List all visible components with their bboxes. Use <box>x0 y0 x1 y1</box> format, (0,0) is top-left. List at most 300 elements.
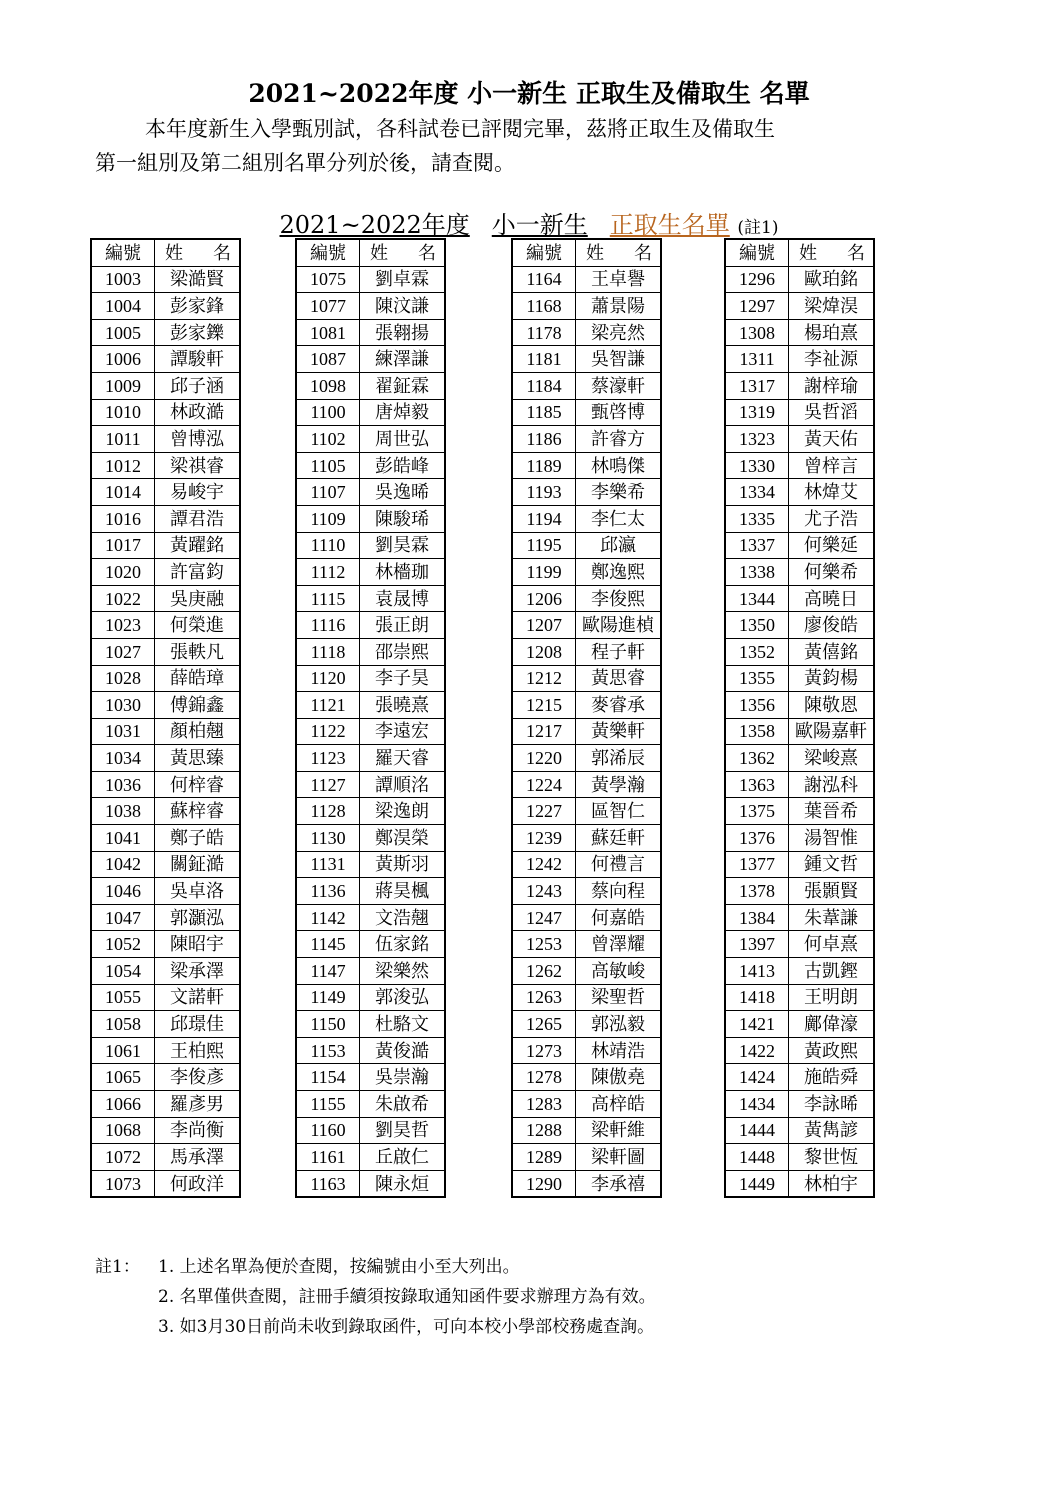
student-name: 關鉦澔 <box>155 851 241 878</box>
table-row <box>725 825 874 852</box>
roster-table-1 <box>90 238 241 1198</box>
table-row <box>512 479 661 506</box>
student-name: 許睿方 <box>576 426 662 453</box>
student-id: 1028 <box>91 665 155 692</box>
table-row <box>296 505 445 532</box>
student-name: 黃俊澔 <box>360 1037 446 1064</box>
footnotes <box>95 1252 656 1342</box>
table-row <box>725 319 874 346</box>
student-id: 1005 <box>91 319 155 346</box>
footnote-label: 註1： <box>95 1257 140 1277</box>
student-name: 程子軒 <box>576 638 662 665</box>
student-id: 1273 <box>512 1037 576 1064</box>
table-row <box>296 1144 445 1171</box>
student-id: 1038 <box>91 798 155 825</box>
table-row <box>91 1037 240 1064</box>
subtitle-list-name: 正取生名單 <box>609 211 730 239</box>
student-id: 1319 <box>725 399 789 426</box>
table-row <box>296 1011 445 1038</box>
student-name: 蔡濠軒 <box>576 372 662 399</box>
student-name: 歐陽進楨 <box>576 612 662 639</box>
student-name: 歐陽嘉軒 <box>789 718 875 745</box>
table-row <box>725 559 874 586</box>
student-name: 郭浚弘 <box>360 984 446 1011</box>
student-name: 文諾軒 <box>155 984 241 1011</box>
student-id: 1265 <box>512 1011 576 1038</box>
table-row <box>91 718 240 745</box>
student-id: 1422 <box>725 1037 789 1064</box>
table-row <box>91 479 240 506</box>
student-name: 李承禧 <box>576 1170 662 1197</box>
student-id: 1055 <box>91 984 155 1011</box>
table-row <box>725 718 874 745</box>
table-row <box>512 372 661 399</box>
student-id: 1161 <box>296 1144 360 1171</box>
student-name: 吳卓洛 <box>155 878 241 905</box>
table-row <box>91 452 240 479</box>
student-name: 林檣珈 <box>360 559 446 586</box>
student-name: 陳昭宇 <box>155 931 241 958</box>
student-id: 1206 <box>512 585 576 612</box>
student-name: 黃思睿 <box>576 665 662 692</box>
student-name: 邵崇熙 <box>360 638 446 665</box>
student-name: 甄啓博 <box>576 399 662 426</box>
student-id: 1004 <box>91 293 155 320</box>
table-row <box>91 904 240 931</box>
student-id: 1263 <box>512 984 576 1011</box>
table-row <box>512 585 661 612</box>
table-row <box>725 692 874 719</box>
table-row <box>512 505 661 532</box>
student-name: 何樂延 <box>789 532 875 559</box>
student-name: 楊珀熹 <box>789 319 875 346</box>
table-row <box>91 1117 240 1144</box>
student-name: 梁亮然 <box>576 319 662 346</box>
student-name: 蔡向程 <box>576 878 662 905</box>
student-name: 黃斯羽 <box>360 851 446 878</box>
table-row <box>512 346 661 373</box>
subtitle-grade: 小一新生 <box>491 211 588 239</box>
student-id: 1012 <box>91 452 155 479</box>
student-name: 區智仁 <box>576 798 662 825</box>
student-id: 1217 <box>512 718 576 745</box>
student-id: 1142 <box>296 904 360 931</box>
student-id: 1052 <box>91 931 155 958</box>
student-id: 1030 <box>91 692 155 719</box>
student-name: 鍾文哲 <box>789 851 875 878</box>
table-row <box>512 1064 661 1091</box>
student-id: 1164 <box>512 266 576 293</box>
table-row <box>512 798 661 825</box>
footnote-item: 3. 如3月30日前尚未收到錄取函件，可向本校小學部校務處查詢。 <box>158 1317 655 1337</box>
student-id: 1334 <box>725 479 789 506</box>
table-row <box>91 426 240 453</box>
student-id: 1016 <box>91 505 155 532</box>
table-row <box>725 771 874 798</box>
table-row <box>91 399 240 426</box>
student-id: 1335 <box>725 505 789 532</box>
table-row <box>725 1144 874 1171</box>
student-name: 林柏宇 <box>789 1170 875 1197</box>
table-row <box>296 745 445 772</box>
table-row <box>296 851 445 878</box>
table-header-row <box>512 239 661 266</box>
table-row <box>91 293 240 320</box>
table-row <box>725 426 874 453</box>
student-id: 1077 <box>296 293 360 320</box>
table-row <box>725 585 874 612</box>
table-row <box>91 1064 240 1091</box>
student-id: 1358 <box>725 718 789 745</box>
student-name: 黃思臻 <box>155 745 241 772</box>
student-name: 黃天佑 <box>789 426 875 453</box>
student-name: 劉昊霖 <box>360 532 446 559</box>
student-id: 1424 <box>725 1064 789 1091</box>
student-id: 1434 <box>725 1091 789 1118</box>
student-name: 吳庚融 <box>155 585 241 612</box>
table-row <box>296 1170 445 1197</box>
student-id: 1023 <box>91 612 155 639</box>
student-id: 1131 <box>296 851 360 878</box>
student-name: 王卓譽 <box>576 266 662 293</box>
student-name: 何政洋 <box>155 1170 241 1197</box>
header-name-given: 名 <box>847 242 865 263</box>
student-name: 蘇梓睿 <box>155 798 241 825</box>
student-id: 1418 <box>725 984 789 1011</box>
student-name: 蔣昊楓 <box>360 878 446 905</box>
student-id: 1220 <box>512 745 576 772</box>
student-id: 1184 <box>512 372 576 399</box>
student-id: 1288 <box>512 1117 576 1144</box>
student-name: 鄭逸熙 <box>576 559 662 586</box>
table-row <box>91 825 240 852</box>
student-id: 1290 <box>512 1170 576 1197</box>
table-row <box>512 958 661 985</box>
student-id: 1107 <box>296 479 360 506</box>
table-row <box>91 1011 240 1038</box>
table-row <box>725 878 874 905</box>
header-name <box>155 239 241 266</box>
student-id: 1003 <box>91 266 155 293</box>
header-name <box>360 239 446 266</box>
table-row <box>296 1064 445 1091</box>
table-row <box>725 665 874 692</box>
roster-table-4 <box>724 238 875 1198</box>
student-id: 1283 <box>512 1091 576 1118</box>
student-name: 黃學瀚 <box>576 771 662 798</box>
student-id: 1118 <box>296 638 360 665</box>
student-name: 麥睿承 <box>576 692 662 719</box>
student-id: 1224 <box>512 771 576 798</box>
table-row <box>296 1117 445 1144</box>
student-id: 1317 <box>725 372 789 399</box>
table-row <box>296 825 445 852</box>
student-name: 丘啟仁 <box>360 1144 446 1171</box>
header-name-given: 名 <box>418 242 436 263</box>
table-row <box>296 266 445 293</box>
student-id: 1185 <box>512 399 576 426</box>
student-id: 1034 <box>91 745 155 772</box>
student-name: 歐珀銘 <box>789 266 875 293</box>
student-name: 許富鈞 <box>155 559 241 586</box>
table-row <box>512 878 661 905</box>
student-id: 1036 <box>91 771 155 798</box>
student-id: 1115 <box>296 585 360 612</box>
header-name-surname: 姓 <box>165 242 183 263</box>
student-id: 1121 <box>296 692 360 719</box>
student-name: 張曉熹 <box>360 692 446 719</box>
student-id: 1363 <box>725 771 789 798</box>
student-id: 1239 <box>512 825 576 852</box>
student-id: 1207 <box>512 612 576 639</box>
table-row <box>296 931 445 958</box>
student-name: 伍家銘 <box>360 931 446 958</box>
table-row <box>725 505 874 532</box>
student-id: 1072 <box>91 1144 155 1171</box>
student-name: 何禮言 <box>576 851 662 878</box>
student-name: 文浩翹 <box>360 904 446 931</box>
table-row <box>296 904 445 931</box>
student-name: 郭浠辰 <box>576 745 662 772</box>
student-name: 古凱鏗 <box>789 958 875 985</box>
student-id: 1449 <box>725 1170 789 1197</box>
student-name: 林靖浩 <box>576 1037 662 1064</box>
student-name: 梁逸朗 <box>360 798 446 825</box>
table-row <box>512 293 661 320</box>
table-row <box>512 266 661 293</box>
table-row <box>296 426 445 453</box>
header-id: 編號 <box>296 239 360 266</box>
student-name: 傅錦鑫 <box>155 692 241 719</box>
student-name: 李仁太 <box>576 505 662 532</box>
table-row <box>725 1091 874 1118</box>
table-row <box>296 665 445 692</box>
table-row <box>725 372 874 399</box>
header-name-given: 名 <box>213 242 231 263</box>
student-id: 1344 <box>725 585 789 612</box>
table-row <box>512 904 661 931</box>
student-name: 曾澤耀 <box>576 931 662 958</box>
student-name: 邱子涵 <box>155 372 241 399</box>
student-name: 林政澔 <box>155 399 241 426</box>
student-name: 吳崇瀚 <box>360 1064 446 1091</box>
roster-table-2 <box>295 238 446 1198</box>
student-id: 1130 <box>296 825 360 852</box>
table-row <box>91 1091 240 1118</box>
student-id: 1154 <box>296 1064 360 1091</box>
student-id: 1421 <box>725 1011 789 1038</box>
student-id: 1020 <box>91 559 155 586</box>
student-id: 1047 <box>91 904 155 931</box>
table-row <box>512 745 661 772</box>
table-row <box>725 904 874 931</box>
table-row <box>91 958 240 985</box>
student-name: 薛皓璋 <box>155 665 241 692</box>
student-id: 1193 <box>512 479 576 506</box>
table-row <box>725 612 874 639</box>
table-row <box>725 1064 874 1091</box>
student-id: 1178 <box>512 319 576 346</box>
student-name: 湯智惟 <box>789 825 875 852</box>
header-name <box>789 239 875 266</box>
table-row <box>296 718 445 745</box>
table-row <box>512 1144 661 1171</box>
student-name: 李俊熙 <box>576 585 662 612</box>
student-id: 1199 <box>512 559 576 586</box>
table-row <box>512 1170 661 1197</box>
student-name: 梁煒淏 <box>789 293 875 320</box>
student-id: 1243 <box>512 878 576 905</box>
student-name: 黃僖銘 <box>789 638 875 665</box>
student-id: 1212 <box>512 665 576 692</box>
student-id: 1068 <box>91 1117 155 1144</box>
student-name: 高敏峻 <box>576 958 662 985</box>
student-name: 張軼凡 <box>155 638 241 665</box>
student-id: 1022 <box>91 585 155 612</box>
table-row <box>91 559 240 586</box>
student-name: 梁澔賢 <box>155 266 241 293</box>
table-row <box>512 825 661 852</box>
table-row <box>725 745 874 772</box>
student-id: 1384 <box>725 904 789 931</box>
table-row <box>296 399 445 426</box>
table-row <box>512 984 661 1011</box>
student-id: 1338 <box>725 559 789 586</box>
table-row <box>512 1117 661 1144</box>
student-name: 鄭淏榮 <box>360 825 446 852</box>
student-name: 蘇廷軒 <box>576 825 662 852</box>
table-row <box>296 1091 445 1118</box>
table-row <box>296 479 445 506</box>
student-id: 1355 <box>725 665 789 692</box>
student-id: 1168 <box>512 293 576 320</box>
student-id: 1163 <box>296 1170 360 1197</box>
table-row <box>296 612 445 639</box>
student-id: 1017 <box>91 532 155 559</box>
student-name: 彭家鋒 <box>155 293 241 320</box>
table-row <box>725 1037 874 1064</box>
student-id: 1081 <box>296 319 360 346</box>
student-id: 1073 <box>91 1170 155 1197</box>
student-name: 易峻宇 <box>155 479 241 506</box>
table-row <box>91 266 240 293</box>
table-row <box>91 638 240 665</box>
student-id: 1356 <box>725 692 789 719</box>
student-id: 1109 <box>296 505 360 532</box>
table-row <box>725 1117 874 1144</box>
student-id: 1042 <box>91 851 155 878</box>
student-id: 1075 <box>296 266 360 293</box>
table-row <box>91 532 240 559</box>
student-name: 譚駿軒 <box>155 346 241 373</box>
student-id: 1215 <box>512 692 576 719</box>
table-row <box>91 585 240 612</box>
student-name: 顏柏翹 <box>155 718 241 745</box>
table-row <box>296 798 445 825</box>
student-id: 1289 <box>512 1144 576 1171</box>
student-id: 1377 <box>725 851 789 878</box>
student-id: 1352 <box>725 638 789 665</box>
student-id: 1194 <box>512 505 576 532</box>
student-id: 1311 <box>725 346 789 373</box>
student-name: 曾梓言 <box>789 452 875 479</box>
student-id: 1323 <box>725 426 789 453</box>
table-row <box>512 559 661 586</box>
student-name: 吳智謙 <box>576 346 662 373</box>
student-name: 高曉日 <box>789 585 875 612</box>
student-name: 謝泓科 <box>789 771 875 798</box>
footnote-item: 1. 上述名單為便於查閱，按編號由小至大列出。 <box>158 1257 520 1277</box>
page-title: 2021~2022年度 小一新生 正取生及備取生 名單 <box>248 79 810 108</box>
table-row <box>91 1144 240 1171</box>
table-row <box>296 692 445 719</box>
table-row <box>91 745 240 772</box>
student-id: 1127 <box>296 771 360 798</box>
student-id: 1066 <box>91 1091 155 1118</box>
table-row <box>725 798 874 825</box>
student-name: 何卓熹 <box>789 931 875 958</box>
student-id: 1362 <box>725 745 789 772</box>
table-row <box>512 1091 661 1118</box>
student-name: 練澤謙 <box>360 346 446 373</box>
student-id: 1181 <box>512 346 576 373</box>
student-name: 朱葦謙 <box>789 904 875 931</box>
table-row <box>725 452 874 479</box>
table-row <box>91 878 240 905</box>
table-row <box>296 293 445 320</box>
student-name: 張翱揚 <box>360 319 446 346</box>
student-name: 譚君浩 <box>155 505 241 532</box>
header-name-surname: 姓 <box>586 242 604 263</box>
student-id: 1120 <box>296 665 360 692</box>
student-id: 1065 <box>91 1064 155 1091</box>
student-name: 梁聖哲 <box>576 984 662 1011</box>
student-name: 黃雋諺 <box>789 1117 875 1144</box>
student-name: 李尚衡 <box>155 1117 241 1144</box>
student-id: 1149 <box>296 984 360 1011</box>
student-name: 蕭景陽 <box>576 293 662 320</box>
student-id: 1337 <box>725 532 789 559</box>
roster-table-3 <box>511 238 662 1198</box>
table-row <box>725 931 874 958</box>
student-id: 1189 <box>512 452 576 479</box>
header-id: 編號 <box>91 239 155 266</box>
table-row <box>512 665 661 692</box>
table-row <box>296 452 445 479</box>
table-row <box>725 851 874 878</box>
table-row <box>91 612 240 639</box>
table-row <box>512 452 661 479</box>
header-name <box>576 239 662 266</box>
student-id: 1186 <box>512 426 576 453</box>
student-name: 施皓舜 <box>789 1064 875 1091</box>
table-row <box>512 399 661 426</box>
student-id: 1208 <box>512 638 576 665</box>
header-id: 編號 <box>725 239 789 266</box>
table-row <box>296 771 445 798</box>
student-id: 1448 <box>725 1144 789 1171</box>
table-row <box>512 771 661 798</box>
student-name: 羅天睿 <box>360 745 446 772</box>
student-name: 張顥賢 <box>789 878 875 905</box>
table-row <box>512 612 661 639</box>
table-row <box>725 984 874 1011</box>
table-header-row <box>91 239 240 266</box>
header-name-surname: 姓 <box>799 242 817 263</box>
table-row <box>512 638 661 665</box>
student-name: 周世弘 <box>360 426 446 453</box>
student-id: 1397 <box>725 931 789 958</box>
